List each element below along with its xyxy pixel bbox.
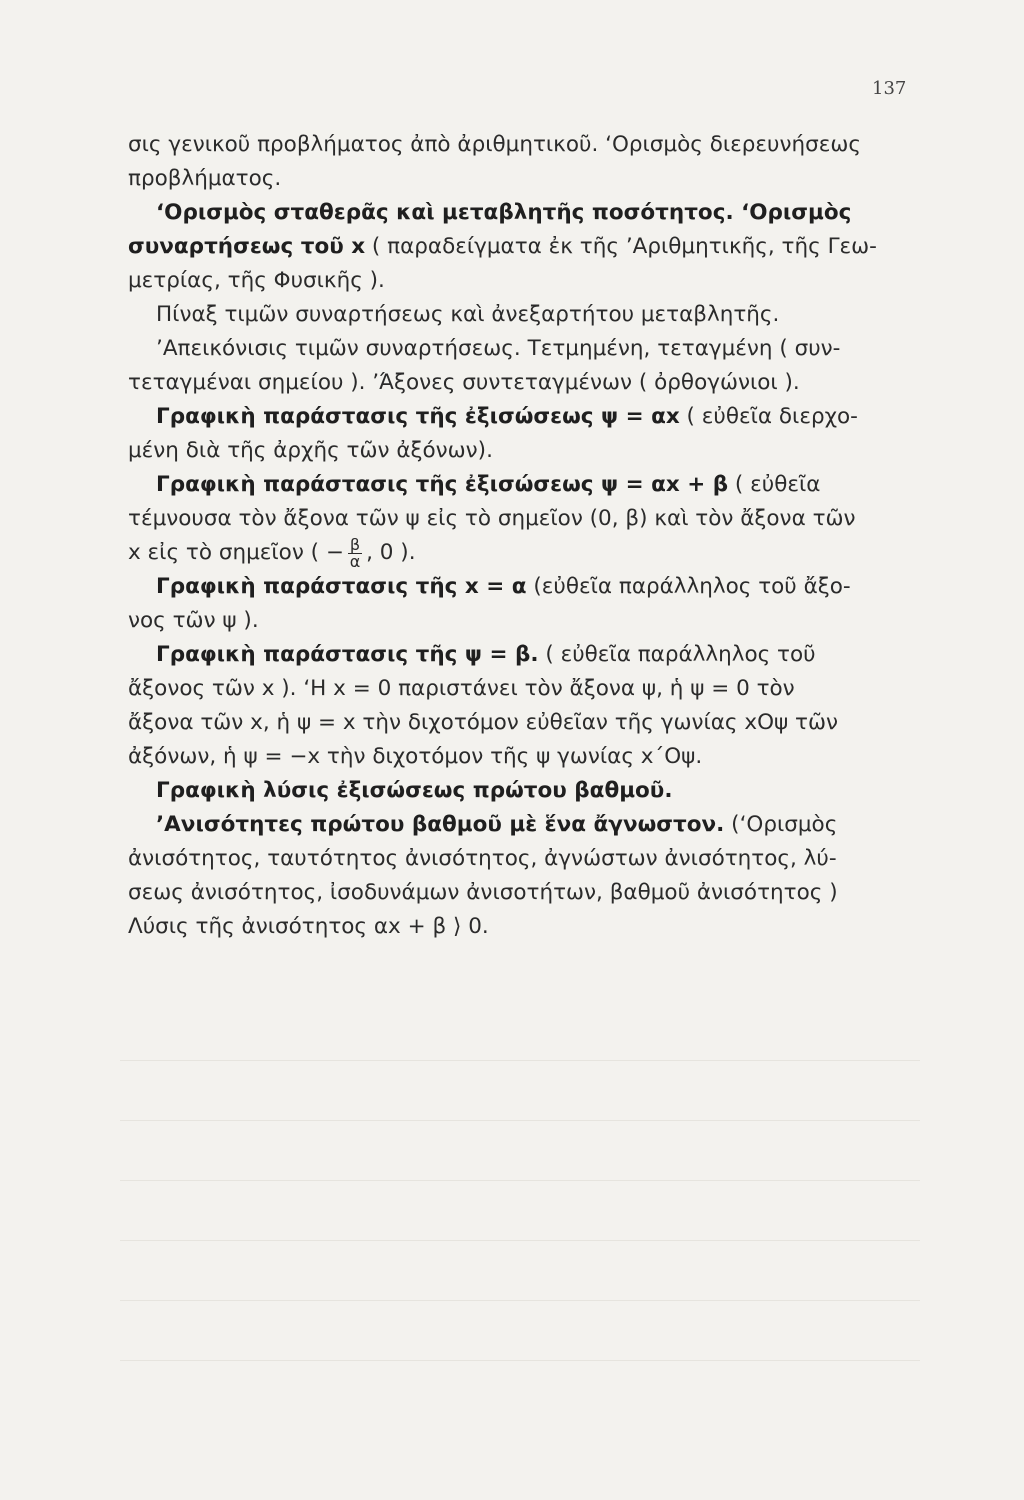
bleed-through-line [120,1300,920,1301]
text-line: ἀνισότητος, ταυτότητος ἀνισότητος, ἀγνώστων ἀνισότητος, λύ- [128,846,837,871]
topic-heading: Γραφικὴ παράστασις τῆς ψ = β. ( εὐθεῖα παράλληλος τοῦ [156,642,816,667]
page-number: 137 [872,78,907,99]
topic-heading: Γραφικὴ παράστασις τῆς x = α (εὐθεῖα παράλληλος τοῦ ἄξο- [156,574,851,599]
text-line: ἄξονος τῶν x ). ‘Η x = 0 παριστάνει τὸν ἄξονα ψ, ἡ ψ = 0 τὸν [128,676,795,701]
bleed-through-line [120,1180,920,1181]
bleed-through-line [120,1240,920,1241]
topic-heading: ’Ανισότητες πρώτου βαθμοῦ μὲ ἕνα ἄγνωστον. (‘Ορισμὸς [156,812,838,837]
bleed-through-line [120,1360,920,1361]
text-line: μένη διὰ τῆς ἀρχῆς τῶν ἀξόνων). [128,438,493,463]
topic-heading: συναρτήσεως τοῦ x ( παραδείγματα ἐκ τῆς ’Αριθμητικῆς, τῆς Γεω- [128,234,877,259]
text-line: ἄξονα τῶν x, ἡ ψ = x τὴν διχοτόμον εὐθεῖαν τῆς γωνίας xOψ τῶν [128,710,839,735]
text-line: Πίναξ τιμῶν συναρτήσεως καὶ ἀνεξαρτήτου μεταβλητῆς. [156,302,780,327]
text-line: προβλήματος. [128,166,282,191]
text-line: τέμνουσα τὸν ἄξονα τῶν ψ εἰς τὸ σημεῖον (0, β) καὶ τὸν ἄξονα τῶν [128,506,856,531]
text-line: νος τῶν ψ ). [128,608,259,633]
text-line: ἀξόνων, ἡ ψ = −x τὴν διχοτόμον τῆς ψ γωνίας x΄Oψ. [128,744,703,769]
topic-heading: Γραφικὴ παράστασις τῆς ἐξισώσεως ψ = αx + β ( εὐθεῖα [156,472,821,497]
syllabus-text [128,128,918,944]
text-line: τεταγμέναι σημείου ). ’Άξονες συντεταγμένων ( ὀρθογώνιοι ). [128,370,800,395]
topic-heading: ‘Ορισμὸς σταθερᾶς καὶ μεταβλητῆς ποσότητος. ‘Ορισμὸς [156,200,852,225]
topic-heading: Γραφικὴ παράστασις τῆς ἐξισώσεως ψ = αx ( εὐθεῖα διερχο- [156,404,858,429]
bleed-through-line [120,1060,920,1061]
text-line: σις γενικοῦ προβλήματος ἀπὸ ἀριθμητικοῦ. ‘Ορισμὸς διερευνήσεως [128,132,861,157]
topic-heading: Γραφικὴ λύσις ἐξισώσεως πρώτου βαθμοῦ. [156,778,673,803]
text-line: σεως ἀνισότητος, ἰσοδυνάμων ἀνισοτήτων, βαθμοῦ ἀνισότητος ) [128,880,838,905]
text-line: Λύσις τῆς ἀνισότητος αx + β ⟩ 0. [128,914,489,939]
text-line-fraction: x εἰς τὸ σημεῖον ( − $\frac{\beta}{\alpha}$ , 0 ). [128,534,416,571]
text-line: μετρίας, τῆς Φυσικῆς ). [128,268,385,293]
fraction: $\frac{\beta}{\alpha}$ [349,534,361,571]
text-line: ’Απεικόνισις τιμῶν συναρτήσεως. Τετμημένη, τεταγμένη ( συν- [156,336,841,361]
bleed-through-line [120,1120,920,1121]
